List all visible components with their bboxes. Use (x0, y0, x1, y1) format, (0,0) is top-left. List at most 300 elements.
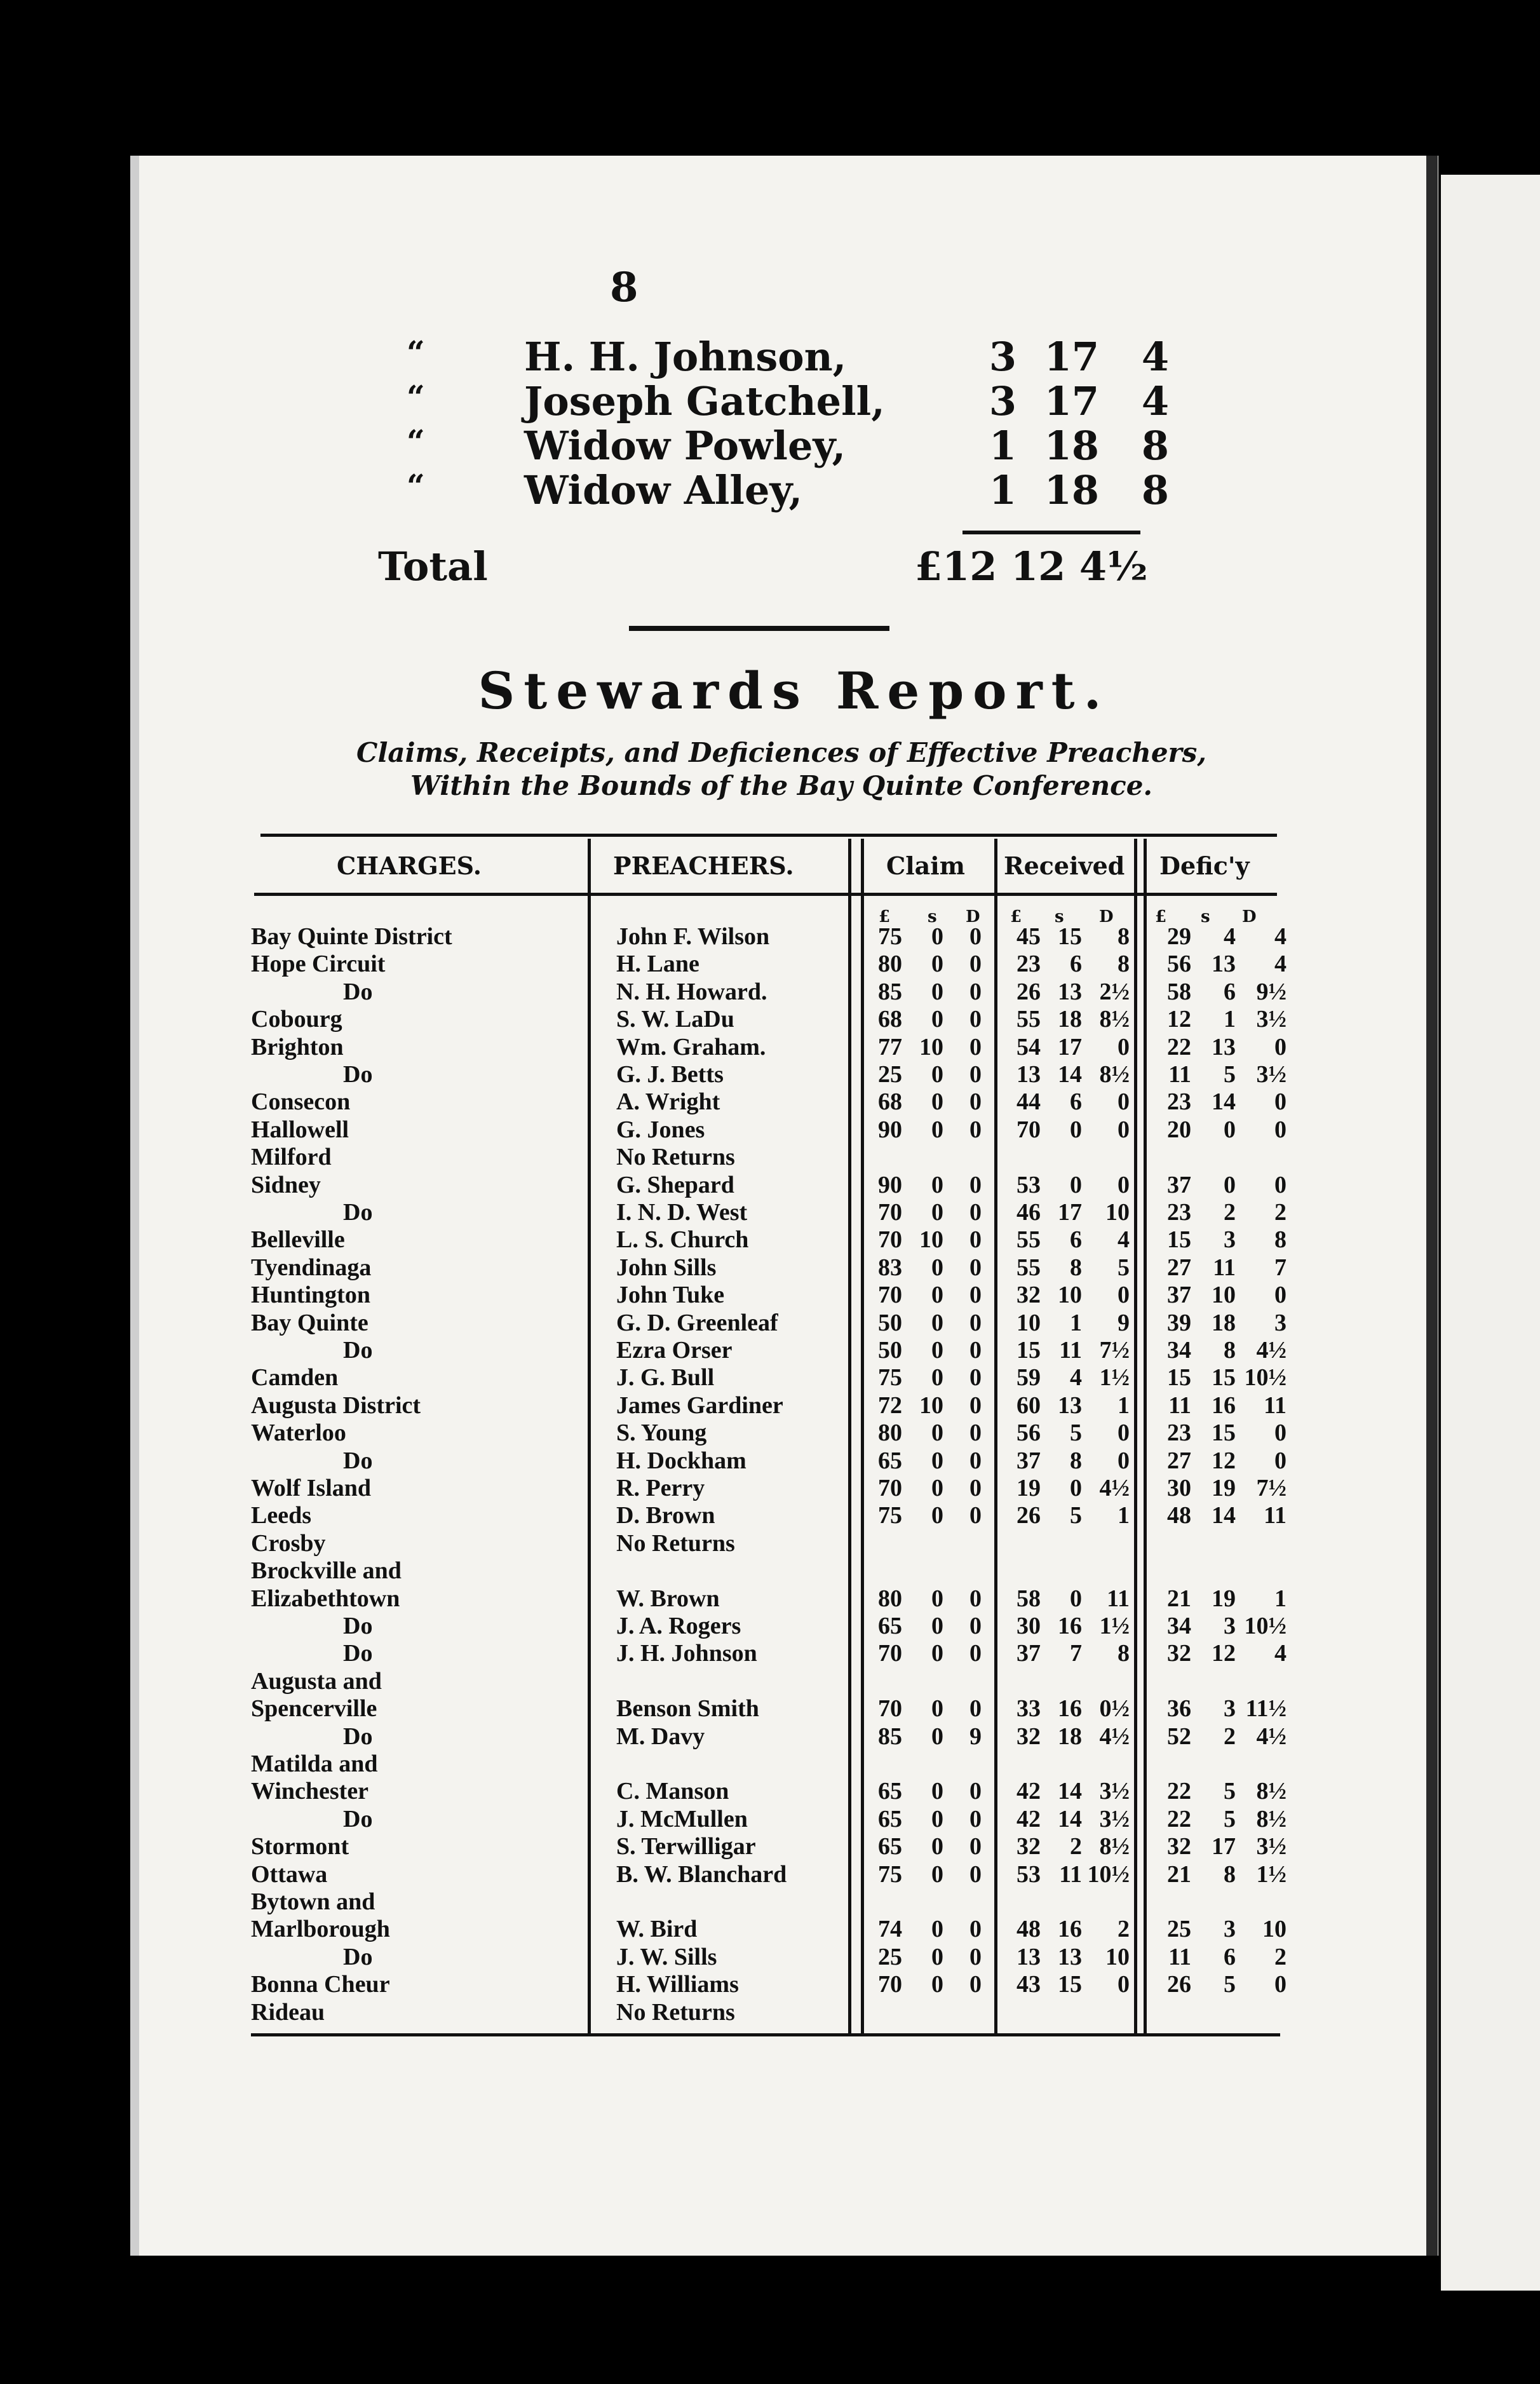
deficiency-pence: 0 (1274, 1447, 1287, 1474)
deficiency-pounds: 11 (1168, 1061, 1191, 1088)
total-label: Total (378, 543, 488, 590)
table-row (251, 1336, 1318, 1364)
table-row (251, 1888, 1318, 1915)
summary-pounds: 1 (989, 423, 1017, 469)
received-pence: 8 (1118, 1640, 1130, 1667)
summary-pence: 4 (1141, 334, 1169, 380)
table-row (251, 1392, 1318, 1419)
report-title: Stewards Report. (478, 661, 1111, 721)
claim-pence: 0 (969, 1613, 982, 1639)
deficiency-pence: 0 (1274, 1419, 1287, 1447)
received-pence: 1 (1118, 1392, 1130, 1419)
received-shillings: 13 (1058, 978, 1082, 1005)
deficiency-pounds: 34 (1167, 1613, 1191, 1639)
deficiency-shillings: 19 (1212, 1585, 1236, 1612)
received-pounds: 55 (1017, 1006, 1041, 1033)
table-row (251, 1143, 1318, 1170)
deficiency-pounds: 52 (1167, 1723, 1191, 1750)
claim-shillings: 0 (931, 1613, 943, 1639)
deficiency-pounds: 11 (1168, 1943, 1191, 1970)
received-shillings: 13 (1058, 1392, 1082, 1419)
table-row (251, 1088, 1318, 1115)
deficiency-shillings: 17 (1212, 1833, 1236, 1860)
page-gutter (1426, 156, 1438, 2256)
claim-pence: 0 (969, 1226, 982, 1254)
claim-shillings: 0 (931, 1695, 943, 1723)
header-charges: CHARGES. (337, 851, 482, 880)
claim-shillings: 0 (931, 1475, 943, 1501)
charge-cell: Crosby (251, 1529, 326, 1557)
deficiency-pounds: 21 (1167, 1860, 1191, 1888)
claim-pounds: 70 (878, 1199, 902, 1226)
opposite-page (1441, 175, 1540, 2291)
deficiency-shillings: 15 (1212, 1419, 1236, 1447)
table-row (251, 1723, 1318, 1750)
table-row (251, 1171, 1318, 1198)
preacher-cell: J. W. Sills (616, 1943, 717, 1970)
received-pence: 7½ (1099, 1337, 1130, 1364)
page-number: 8 (610, 264, 638, 311)
received-shillings: 13 (1058, 1943, 1082, 1970)
charge-cell: Stormont (251, 1833, 349, 1860)
deficiency-pence: 4 (1274, 1640, 1287, 1667)
received-pounds: 10 (1017, 1309, 1041, 1336)
deficiency-pounds: 25 (1167, 1916, 1191, 1943)
claim-pence: 0 (969, 1309, 982, 1336)
charge-cell: Bay Quinte District (251, 923, 452, 950)
table-row (251, 1281, 1318, 1308)
claim-pounds: 50 (878, 1309, 902, 1336)
summary-pence: 4 (1141, 378, 1169, 424)
claim-shillings: 0 (931, 1309, 943, 1336)
claim-pence: 0 (969, 1860, 982, 1888)
received-pence: 10 (1105, 1199, 1130, 1226)
charge-cell: Wolf Island (251, 1475, 372, 1501)
unit-label: D (1099, 907, 1114, 926)
charge-cell: Cobourg (251, 1006, 342, 1033)
received-pence: 1 (1118, 1502, 1130, 1529)
deficiency-pounds: 37 (1167, 1282, 1191, 1309)
summary-row (407, 334, 1169, 379)
deficiency-shillings: 15 (1212, 1364, 1236, 1392)
received-shillings: 8 (1070, 1254, 1082, 1281)
table-row (251, 1695, 1318, 1722)
received-pounds: 42 (1017, 1778, 1041, 1805)
preacher-cell: G. Jones (616, 1116, 705, 1143)
deficiency-pounds: 37 (1167, 1171, 1191, 1198)
preacher-cell: S. Young (616, 1419, 707, 1447)
table-row (251, 1033, 1318, 1060)
claim-pounds: 80 (878, 951, 902, 978)
unit-label: s (928, 907, 937, 926)
received-shillings: 5 (1070, 1419, 1082, 1447)
preacher-cell: S. Terwilligar (616, 1833, 756, 1860)
charge-cell: Brockville and (251, 1557, 402, 1585)
claim-shillings: 0 (931, 1833, 943, 1860)
table-row (251, 1750, 1318, 1777)
claim-shillings: 0 (931, 1447, 943, 1474)
received-pence: 0 (1118, 1447, 1130, 1474)
claim-shillings: 10 (919, 1392, 943, 1419)
claim-shillings: 0 (931, 1419, 943, 1447)
received-pence: 8 (1118, 951, 1130, 978)
preacher-cell: J. H. Johnson (616, 1640, 757, 1667)
received-pence: 11 (1107, 1585, 1130, 1612)
deficiency-pounds: 22 (1167, 1805, 1191, 1832)
preacher-cell: H. Williams (616, 1971, 739, 1998)
received-pounds: 55 (1017, 1254, 1041, 1281)
claim-pounds: 70 (878, 1971, 902, 1998)
received-pounds: 45 (1017, 923, 1041, 950)
deficiency-shillings: 6 (1224, 978, 1236, 1005)
table-row (251, 1557, 1318, 1584)
claim-shillings: 0 (931, 1171, 943, 1198)
deficiency-shillings: 19 (1212, 1475, 1236, 1501)
unit-label: D (1242, 907, 1257, 926)
charge-cell: Ottawa (251, 1860, 328, 1888)
table-row (251, 1060, 1318, 1088)
deficiency-shillings: 1 (1224, 1006, 1236, 1033)
charge-cell: Hope Circuit (251, 951, 386, 978)
received-pounds: 13 (1017, 1943, 1041, 1970)
deficiency-pence: 3 (1274, 1309, 1287, 1336)
charge-cell: Milford (251, 1144, 332, 1171)
claim-pounds: 80 (878, 1585, 902, 1612)
deficiency-shillings: 5 (1224, 1805, 1236, 1832)
header-rule (254, 893, 1277, 896)
received-pence: 10½ (1087, 1860, 1130, 1888)
claim-shillings: 0 (931, 1916, 943, 1943)
preacher-cell: J. A. Rogers (616, 1613, 741, 1639)
report-subtitle-1: Claims, Receipts, and Deficiences of Effective Preachers, (356, 737, 1206, 768)
claim-pence: 0 (969, 1199, 982, 1226)
header-deficiency: Defic'y (1159, 851, 1250, 880)
claim-pence: 0 (969, 1502, 982, 1529)
unit-label: D (966, 907, 980, 926)
received-pounds: 19 (1017, 1475, 1041, 1501)
deficiency-shillings: 12 (1212, 1640, 1236, 1667)
preacher-cell: No Returns (616, 1144, 735, 1171)
table-row (251, 1501, 1318, 1529)
preacher-cell: A. Wright (616, 1088, 720, 1116)
deficiency-pence: 10½ (1244, 1613, 1287, 1639)
deficiency-pence: 3½ (1256, 1833, 1287, 1860)
preacher-cell: S. W. LaDu (616, 1006, 734, 1033)
claim-pounds: 74 (878, 1916, 902, 1943)
table-top-rule (260, 834, 1277, 837)
claim-pence: 0 (969, 1971, 982, 1998)
preacher-cell: B. W. Blanchard (616, 1860, 787, 1888)
deficiency-shillings: 13 (1212, 1033, 1236, 1060)
claim-pence: 0 (969, 923, 982, 950)
deficiency-pence: 10½ (1244, 1364, 1287, 1392)
claim-pounds: 83 (878, 1254, 902, 1281)
received-pence: 8 (1118, 923, 1130, 950)
received-pounds: 59 (1017, 1364, 1041, 1392)
received-pounds: 48 (1017, 1916, 1041, 1943)
claim-shillings: 0 (931, 1805, 943, 1832)
deficiency-pounds: 32 (1167, 1833, 1191, 1860)
charge-cell: Waterloo (251, 1419, 346, 1447)
header-claim: Claim (886, 851, 965, 880)
claim-pence: 0 (969, 1475, 982, 1501)
claim-shillings: 0 (931, 1971, 943, 1998)
preacher-cell: J. McMullen (616, 1805, 748, 1832)
charge-cell: Rideau (251, 1998, 325, 2026)
claim-pounds: 75 (878, 1502, 902, 1529)
deficiency-shillings: 4 (1224, 923, 1236, 950)
claim-pence: 0 (969, 1088, 982, 1116)
summary-pounds: 3 (989, 378, 1017, 424)
claim-pounds: 70 (878, 1640, 902, 1667)
ditto-mark: “ (407, 467, 425, 505)
claim-pence: 0 (969, 1116, 982, 1143)
received-shillings: 1 (1070, 1309, 1082, 1336)
claim-pounds: 70 (878, 1475, 902, 1501)
deficiency-shillings: 8 (1224, 1860, 1236, 1888)
deficiency-pounds: 12 (1167, 1006, 1191, 1033)
charge-cell: Huntington (251, 1282, 370, 1309)
preacher-cell: M. Davy (616, 1723, 705, 1750)
deficiency-pence: 2 (1274, 1943, 1287, 1970)
deficiency-pounds: 21 (1167, 1585, 1191, 1612)
received-pence: 4½ (1099, 1475, 1130, 1501)
deficiency-pence: 2 (1274, 1199, 1287, 1226)
received-pounds: 53 (1017, 1860, 1041, 1888)
table-row (251, 1116, 1318, 1143)
unit-label: £ (1010, 907, 1022, 926)
claim-pounds: 65 (878, 1778, 902, 1805)
charge-cell: Leeds (251, 1502, 311, 1529)
deficiency-pounds: 26 (1167, 1971, 1191, 1998)
claim-pence: 0 (969, 1916, 982, 1943)
ditto-mark: “ (407, 423, 425, 460)
claim-pence: 0 (969, 1447, 982, 1474)
deficiency-pounds: 27 (1167, 1254, 1191, 1281)
header-received: Received (1004, 851, 1125, 880)
preacher-cell: Ezra Orser (616, 1337, 733, 1364)
claim-pence: 0 (969, 978, 982, 1005)
table-row (251, 1005, 1318, 1033)
claim-shillings: 0 (931, 951, 943, 978)
sum-rule (962, 531, 1140, 534)
claim-pounds: 90 (878, 1171, 902, 1198)
claim-pence: 0 (969, 1282, 982, 1309)
deficiency-shillings: 3 (1224, 1695, 1236, 1723)
charge-cell: Do (343, 1640, 373, 1667)
received-pence: 1½ (1099, 1364, 1130, 1392)
charge-cell: Do (343, 1723, 373, 1750)
claim-shillings: 0 (931, 1778, 943, 1805)
received-pounds: 43 (1017, 1971, 1041, 1998)
unit-label: £ (1155, 907, 1167, 926)
table-row (251, 1639, 1318, 1667)
table-row (251, 1585, 1318, 1612)
received-pence: 0½ (1099, 1695, 1130, 1723)
charge-cell: Bytown and (251, 1888, 375, 1915)
received-pence: 8½ (1099, 1061, 1130, 1088)
deficiency-pence: 3½ (1256, 1061, 1287, 1088)
deficiency-pence: 1 (1274, 1585, 1287, 1612)
claim-pounds: 85 (878, 978, 902, 1005)
claim-pence: 0 (969, 1695, 982, 1723)
claim-pounds: 25 (878, 1943, 902, 1970)
received-pounds: 44 (1017, 1088, 1041, 1116)
table-row (251, 1419, 1318, 1446)
deficiency-pounds: 22 (1167, 1778, 1191, 1805)
ditto-mark: “ (407, 334, 425, 371)
preacher-cell: John F. Wilson (616, 923, 770, 950)
claim-pounds: 70 (878, 1282, 902, 1309)
claim-pence: 0 (969, 1419, 982, 1447)
charge-cell: Matilda and (251, 1751, 378, 1777)
claim-shillings: 0 (931, 1199, 943, 1226)
deficiency-shillings: 3 (1224, 1613, 1236, 1639)
received-pounds: 30 (1017, 1613, 1041, 1639)
received-shillings: 0 (1070, 1585, 1082, 1612)
preacher-cell: No Returns (616, 1998, 735, 2026)
claim-pence: 0 (969, 1778, 982, 1805)
deficiency-shillings: 18 (1212, 1309, 1236, 1336)
received-shillings: 0 (1070, 1116, 1082, 1143)
table-row (251, 923, 1318, 950)
received-shillings: 14 (1058, 1805, 1082, 1832)
claim-pounds: 65 (878, 1613, 902, 1639)
table-row (251, 1364, 1318, 1391)
preacher-cell: G. J. Betts (616, 1061, 724, 1088)
claim-pence: 0 (969, 1585, 982, 1612)
deficiency-pence: 0 (1274, 1033, 1287, 1060)
claim-pounds: 68 (878, 1088, 902, 1116)
received-pence: 4 (1118, 1226, 1130, 1254)
preacher-cell: Wm. Graham. (616, 1033, 766, 1060)
deficiency-pounds: 15 (1167, 1364, 1191, 1392)
preacher-cell: C. Manson (616, 1778, 729, 1805)
deficiency-pence: 0 (1274, 1971, 1287, 1998)
received-pence: 5 (1118, 1254, 1130, 1281)
preacher-cell: R. Perry (616, 1475, 705, 1501)
received-pounds: 33 (1017, 1695, 1041, 1723)
received-pounds: 58 (1017, 1585, 1041, 1612)
summary-row (407, 423, 1169, 468)
charge-cell: Augusta and (251, 1667, 382, 1695)
received-pounds: 32 (1017, 1833, 1041, 1860)
deficiency-pounds: 36 (1167, 1695, 1191, 1723)
preacher-cell: G. D. Greenleaf (616, 1309, 778, 1336)
claim-shillings: 0 (931, 1364, 943, 1392)
claim-shillings: 0 (931, 1337, 943, 1364)
claim-shillings: 0 (931, 978, 943, 1005)
preacher-cell: W. Bird (616, 1916, 698, 1943)
claim-shillings: 0 (931, 1723, 943, 1750)
deficiency-pounds: 23 (1167, 1419, 1191, 1447)
claim-shillings: 10 (919, 1226, 943, 1254)
summary-pence: 8 (1141, 467, 1169, 513)
deficiency-pounds: 30 (1167, 1475, 1191, 1501)
deficiency-shillings: 5 (1224, 1778, 1236, 1805)
summary-pence: 8 (1141, 423, 1169, 469)
claim-pence: 0 (969, 1337, 982, 1364)
header-preachers: PREACHERS. (613, 851, 794, 880)
claim-pence: 0 (969, 1254, 982, 1281)
deficiency-shillings: 10 (1212, 1282, 1236, 1309)
claim-pence: 9 (969, 1723, 982, 1750)
preacher-cell: G. Shepard (616, 1171, 734, 1198)
deficiency-shillings: 16 (1212, 1392, 1236, 1419)
claim-pounds: 75 (878, 1860, 902, 1888)
received-pounds: 55 (1017, 1226, 1041, 1254)
deficiency-pence: 10 (1262, 1916, 1287, 1943)
table-bottom-rule (251, 2033, 1280, 2036)
deficiency-pounds: 29 (1167, 923, 1191, 950)
deficiency-shillings: 11 (1213, 1254, 1236, 1281)
table-row (251, 1832, 1318, 1860)
received-pence: 0 (1118, 1282, 1130, 1309)
claim-shillings: 0 (931, 1006, 943, 1033)
claim-pounds: 25 (878, 1061, 902, 1088)
preacher-cell: L. S. Church (616, 1226, 749, 1254)
claim-pence: 0 (969, 1640, 982, 1667)
received-pounds: 56 (1017, 1419, 1041, 1447)
preacher-cell: N. H. Howard. (616, 978, 767, 1005)
preacher-cell: John Sills (616, 1254, 717, 1281)
received-pounds: 54 (1017, 1033, 1041, 1060)
claim-shillings: 10 (919, 1033, 943, 1060)
received-pence: 0 (1118, 1971, 1130, 1998)
claim-pounds: 70 (878, 1695, 902, 1723)
charge-cell: Augusta District (251, 1392, 421, 1419)
claim-pence: 0 (969, 1061, 982, 1088)
deficiency-pounds: 32 (1167, 1640, 1191, 1667)
table-row (251, 1474, 1318, 1501)
deficiency-shillings: 5 (1224, 1061, 1236, 1088)
deficiency-pence: 4 (1274, 923, 1287, 950)
charge-cell: Bay Quinte (251, 1309, 368, 1336)
deficiency-pence: 7 (1274, 1254, 1287, 1281)
charge-cell: Do (343, 978, 373, 1005)
received-pence: 8½ (1099, 1006, 1130, 1033)
summary-name: Widow Alley, (524, 467, 803, 513)
deficiency-shillings: 2 (1224, 1723, 1236, 1750)
claim-pence: 0 (969, 1805, 982, 1832)
received-pence: 0 (1118, 1171, 1130, 1198)
deficiency-shillings: 3 (1224, 1226, 1236, 1254)
claim-pence: 0 (969, 1392, 982, 1419)
claim-pounds: 68 (878, 1006, 902, 1033)
received-pence: 3½ (1099, 1805, 1130, 1832)
preacher-cell: J. G. Bull (616, 1364, 715, 1392)
received-shillings: 11 (1059, 1337, 1082, 1364)
received-shillings: 6 (1070, 951, 1082, 978)
deficiency-shillings: 3 (1224, 1916, 1236, 1943)
preacher-cell: I. N. D. West (616, 1199, 748, 1226)
charge-cell: Do (343, 1199, 373, 1226)
preacher-cell: D. Brown (616, 1502, 715, 1529)
deficiency-pence: 11 (1264, 1502, 1287, 1529)
deficiency-pence: 1½ (1256, 1860, 1287, 1888)
claim-shillings: 0 (931, 1585, 943, 1612)
deficiency-shillings: 8 (1224, 1337, 1236, 1364)
claim-pence: 0 (969, 1033, 982, 1060)
received-shillings: 6 (1070, 1088, 1082, 1116)
deficiency-shillings: 6 (1224, 1943, 1236, 1970)
deficiency-pence: 11 (1264, 1392, 1287, 1419)
table-row (251, 1254, 1318, 1281)
claim-shillings: 0 (931, 1254, 943, 1281)
claim-shillings: 0 (931, 1282, 943, 1309)
claim-shillings: 0 (931, 1860, 943, 1888)
received-shillings: 16 (1058, 1916, 1082, 1943)
